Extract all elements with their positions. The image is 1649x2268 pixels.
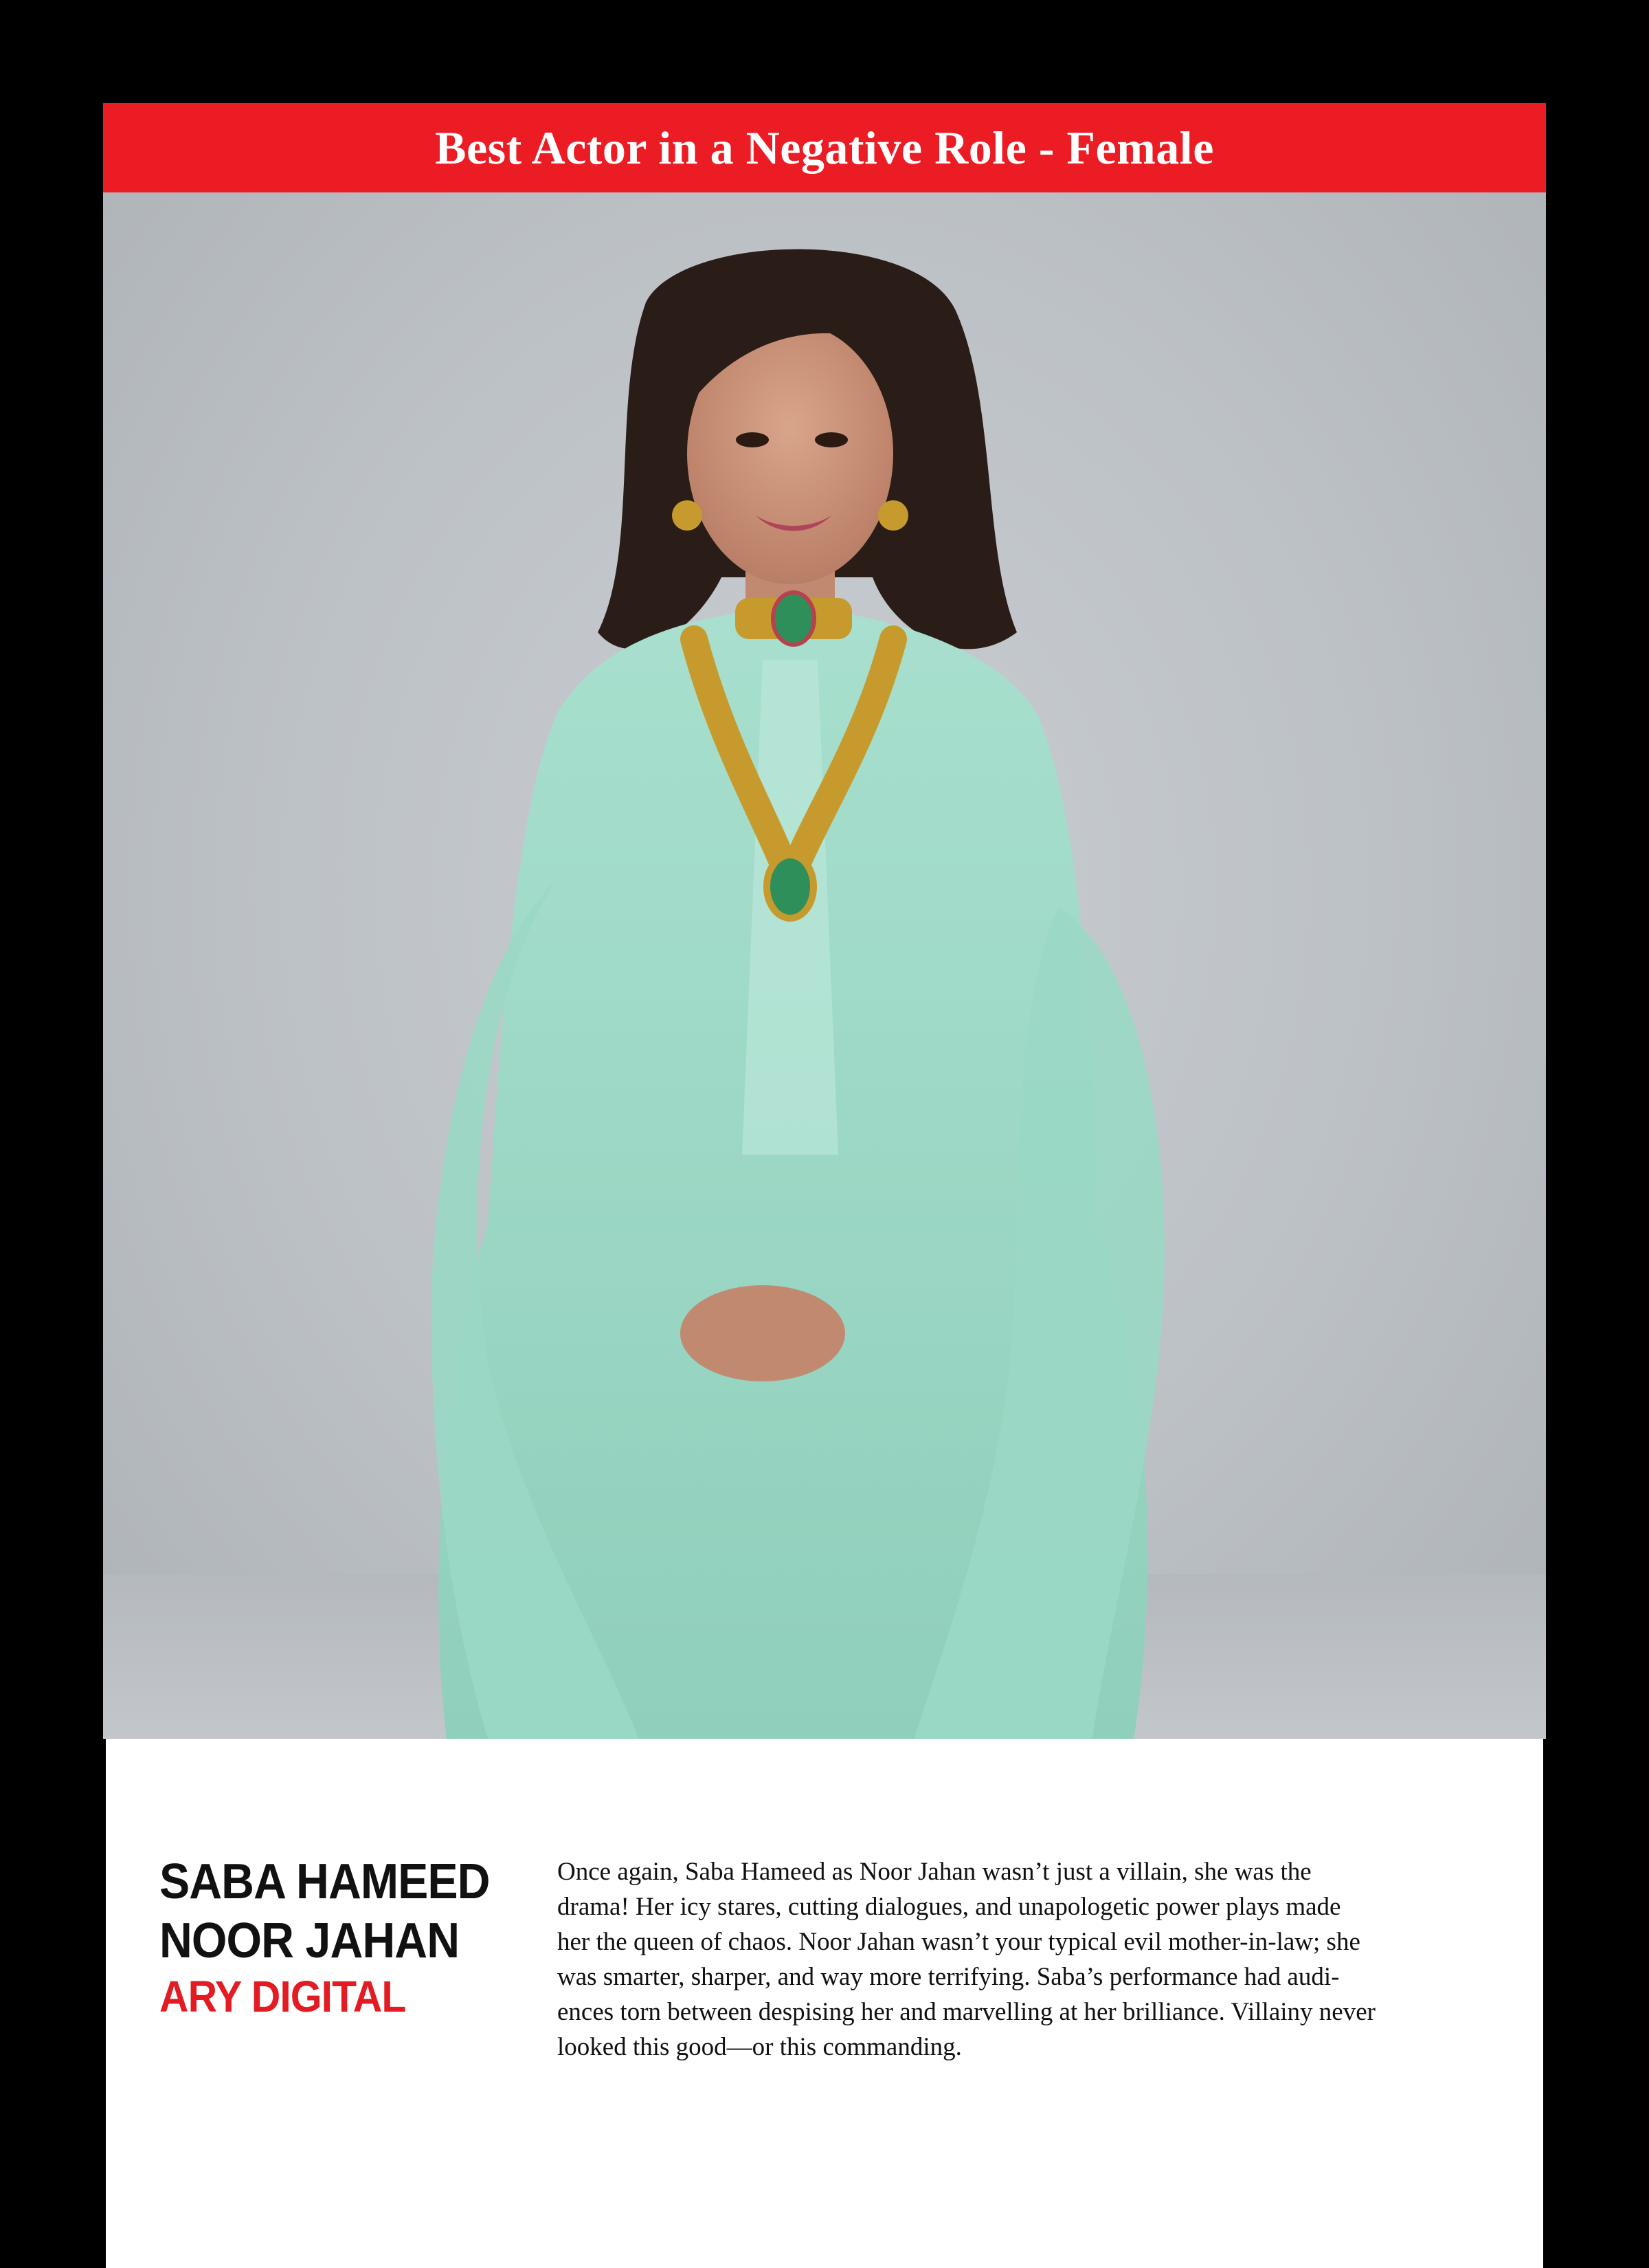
description-paragraph bbox=[557, 1854, 1492, 2065]
description-line: looked this good—or this commanding. bbox=[557, 2033, 962, 2061]
left-earring bbox=[672, 500, 702, 531]
choker-stone bbox=[773, 592, 814, 645]
description-line: was smarter, sharper, and way more terrifying. Saba’s performance had audi- bbox=[557, 1963, 1340, 1991]
right-eye bbox=[815, 432, 848, 447]
hands bbox=[680, 1285, 845, 1381]
category-title: Best Actor in a Negative Role - Female bbox=[435, 121, 1214, 174]
nominee-name-block bbox=[159, 1852, 544, 2023]
right-earring bbox=[878, 500, 908, 531]
character-name: NOOR JAHAN bbox=[159, 1913, 460, 1968]
nominee-info-panel bbox=[106, 1739, 1543, 2268]
description-line: drama! Her icy stares, cutting dialogues, and unapologetic power plays made bbox=[557, 1893, 1341, 1921]
portrait-illustration bbox=[103, 192, 1546, 1739]
description-line: Once again, Saba Hameed as Noor Jahan wasn’t just a villain, she was the bbox=[557, 1858, 1312, 1886]
portrait-photo bbox=[103, 192, 1546, 1739]
category-banner bbox=[103, 103, 1546, 192]
channel-name: ARY DIGITAL bbox=[159, 1972, 406, 2021]
description-line: her the queen of chaos. Noor Jahan wasn’t your typical evil mother-in-law; she bbox=[557, 1928, 1360, 1956]
left-eye bbox=[736, 432, 769, 447]
page bbox=[103, 103, 1546, 2165]
nominee-name: SABA HAMEED bbox=[159, 1854, 490, 1909]
necklace-pendant bbox=[767, 855, 814, 918]
description-line: ences torn between despising her and marvelling at her brilliance. Villainy never bbox=[557, 1998, 1376, 2026]
